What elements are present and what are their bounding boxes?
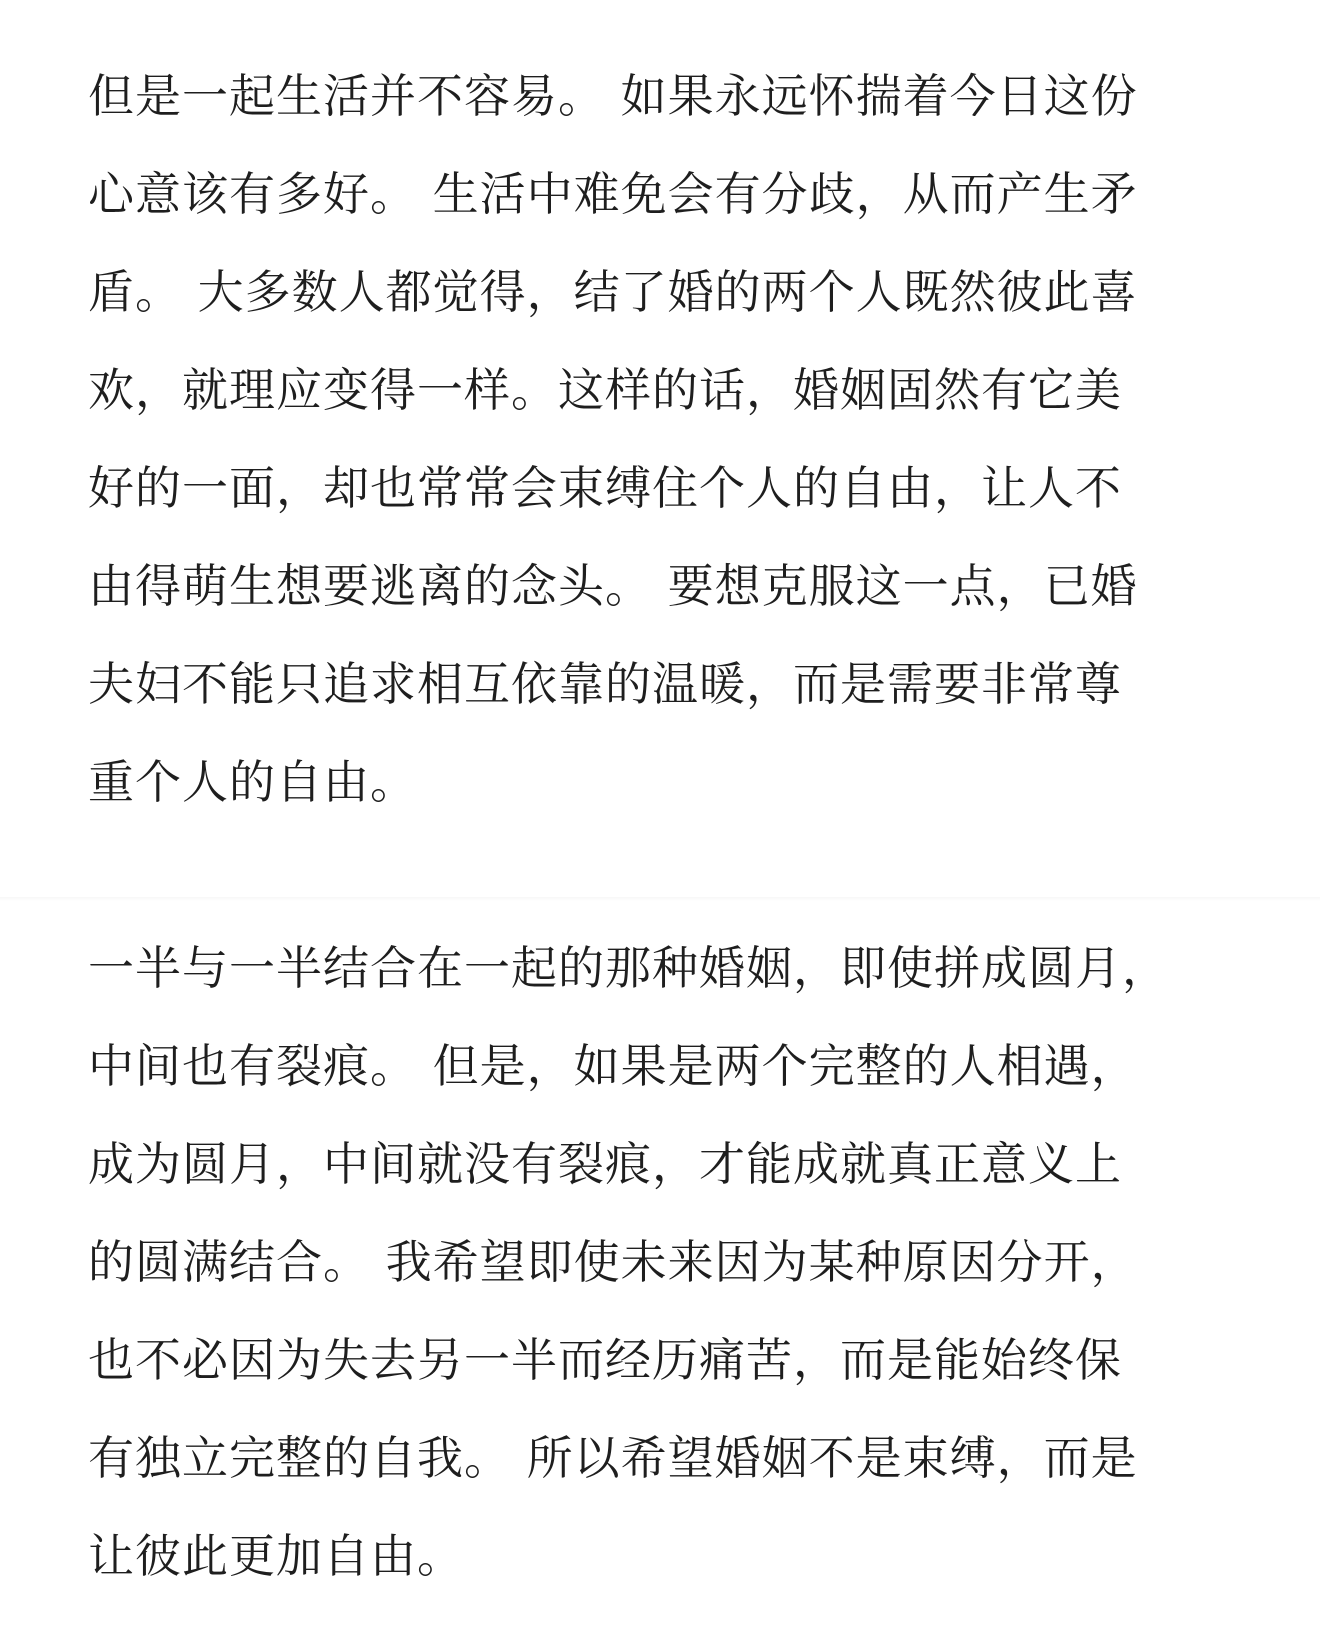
paragraph-line: 一半与一半结合在一起的那种婚姻，即使拼成圆月，: [88, 941, 1169, 995]
paragraph-line: 让彼此更加自由。: [88, 1529, 464, 1583]
paragraph-line: 也不必因为失去另一半而经历痛苦，而是能始终保: [88, 1333, 1122, 1387]
paragraph-2: [88, 919, 1248, 1605]
paragraph-line: 由得萌生想要逃离的念头。 要想克服这一点，已婚: [88, 559, 1138, 613]
section-divider: [0, 897, 1320, 901]
paragraph-line: 中间也有裂痕。 但是，如果是两个完整的人相遇，: [88, 1039, 1138, 1093]
paragraph-line: 好的一面，却也常常会束缚住个人的自由，让人不: [88, 461, 1122, 515]
paragraph-line: 夫妇不能只追求相互依靠的温暖，而是需要非常尊: [88, 657, 1122, 711]
paragraph-line: 重个人的自由。: [88, 755, 417, 809]
paragraph-1: [88, 47, 1248, 831]
paragraph-line: 心意该有多好。 生活中难免会有分歧，从而产生矛: [88, 167, 1138, 221]
paragraph-line: 成为圆月，中间就没有裂痕，才能成就真正意义上: [88, 1137, 1122, 1191]
paragraph-line: 但是一起生活并不容易。 如果永远怀揣着今日这份: [88, 69, 1138, 123]
paragraph-line: 盾。 大多数人都觉得，结了婚的两个人既然彼此喜: [88, 265, 1138, 319]
paragraph-line: 的圆满结合。 我希望即使未来因为某种原因分开，: [88, 1235, 1138, 1289]
paragraph-line: 有独立完整的自我。 所以希望婚姻不是束缚，而是: [88, 1431, 1138, 1485]
paragraph-line: 欢，就理应变得一样。这样的话，婚姻固然有它美: [88, 363, 1122, 417]
